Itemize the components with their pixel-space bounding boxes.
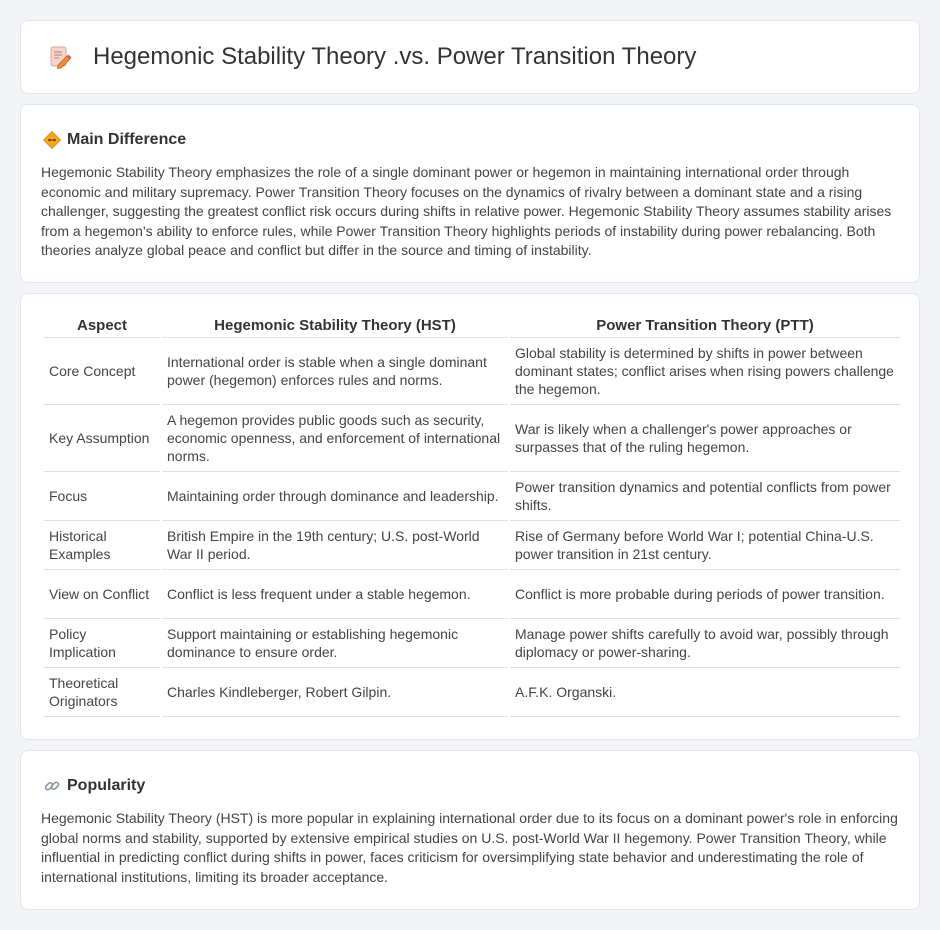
- ptt-cell: Global stability is determined by shifts in power between dominant states; conflict arises when rising powers challenge the hegemon.: [510, 338, 900, 405]
- hst-cell: Charles Kindleberger, Robert Gilpin.: [162, 668, 508, 717]
- table-row: [44, 521, 900, 570]
- popularity-heading: Popularity: [67, 777, 146, 794]
- table-row: [44, 570, 900, 619]
- ptt-cell: Rise of Germany before World War I; potential China-U.S. power transition in 21st century.: [510, 521, 900, 570]
- table-row: [44, 472, 900, 521]
- aspect-cell: Core Concept: [44, 338, 160, 405]
- hst-cell: Maintaining order through dominance and leadership.: [162, 472, 508, 521]
- diamond-sign-icon: [43, 131, 61, 149]
- aspect-cell: Theoretical Originators: [44, 668, 160, 717]
- comparison-card: [20, 293, 920, 740]
- ptt-cell: Power transition dynamics and potential conflicts from power shifts.: [510, 472, 900, 521]
- ptt-cell: Conflict is more probable during periods of power transition.: [510, 570, 900, 619]
- main-difference-card: [20, 104, 920, 283]
- main-difference-heading: Main Difference: [67, 131, 187, 148]
- hst-cell: Support maintaining or establishing hegemonic dominance to ensure order.: [162, 619, 508, 668]
- aspect-cell: Key Assumption: [44, 405, 160, 472]
- ptt-cell: Manage power shifts carefully to avoid war, possibly through diplomacy or power-sharing.: [510, 619, 900, 668]
- table-row: [44, 619, 900, 668]
- popularity-card: [20, 750, 920, 910]
- ptt-cell: War is likely when a challenger's power approaches or surpasses that of the ruling hegemon.: [510, 405, 900, 472]
- table-row: [44, 668, 900, 717]
- document-pencil-icon: [47, 44, 73, 70]
- table-header-row: [44, 316, 900, 338]
- comparison-table: [42, 316, 902, 717]
- main-difference-text: Hegemonic Stability Theory emphasizes the role of a single dominant power or hegemon in maintaining international order through economic and military supremacy. Power Transition Theory focuses on the dynamics of rivalry between a dominant state and a rising challenger, suggesting the greatest conflict risk occurs during shifts in relative power. Hegemonic Stability Theory assumes stability arises from a hegemon's ability to enforce rules, while Power Transition Theory highlights periods of instability during power rebalancing. Both theories analyze global peace and conflict but differ in the source and timing of instability.: [41, 164, 892, 259]
- header-ptt: Power Transition Theory (PTT): [510, 316, 900, 338]
- page-title: Hegemonic Stability Theory .vs. Power Transition Theory: [93, 43, 697, 70]
- aspect-cell: Focus: [44, 472, 160, 521]
- header-hst: Hegemonic Stability Theory (HST): [162, 316, 508, 338]
- popularity-text: Hegemonic Stability Theory (HST) is more popular in explaining international order due to its focus on a dominant power's role in enforcing global norms and stability, supported by extensive empirical studies on U.S. post-World War II hegemony. Power Transition Theory, while influential in predicting conflict during shifts in power, faces criticism for oversimplifying state behavior and underestimating the role of international institutions, limiting its broader acceptance.: [41, 810, 898, 885]
- title-card: [20, 20, 920, 94]
- table-row: [44, 405, 900, 472]
- aspect-cell: View on Conflict: [44, 570, 160, 619]
- hst-cell: A hegemon provides public goods such as security, economic openness, and enforcement of international norms.: [162, 405, 508, 472]
- hst-cell: British Empire in the 19th century; U.S. post-World War II period.: [162, 521, 508, 570]
- table-row: [44, 338, 900, 405]
- hst-cell: Conflict is less frequent under a stable hegemon.: [162, 570, 508, 619]
- aspect-cell: Policy Implication: [44, 619, 160, 668]
- hst-cell: International order is stable when a single dominant power (hegemon) enforces rules and norms.: [162, 338, 508, 405]
- header-aspect: Aspect: [44, 316, 160, 338]
- aspect-cell: Historical Examples: [44, 521, 160, 570]
- ptt-cell: A.F.K. Organski.: [510, 668, 900, 717]
- link-icon: [43, 777, 61, 795]
